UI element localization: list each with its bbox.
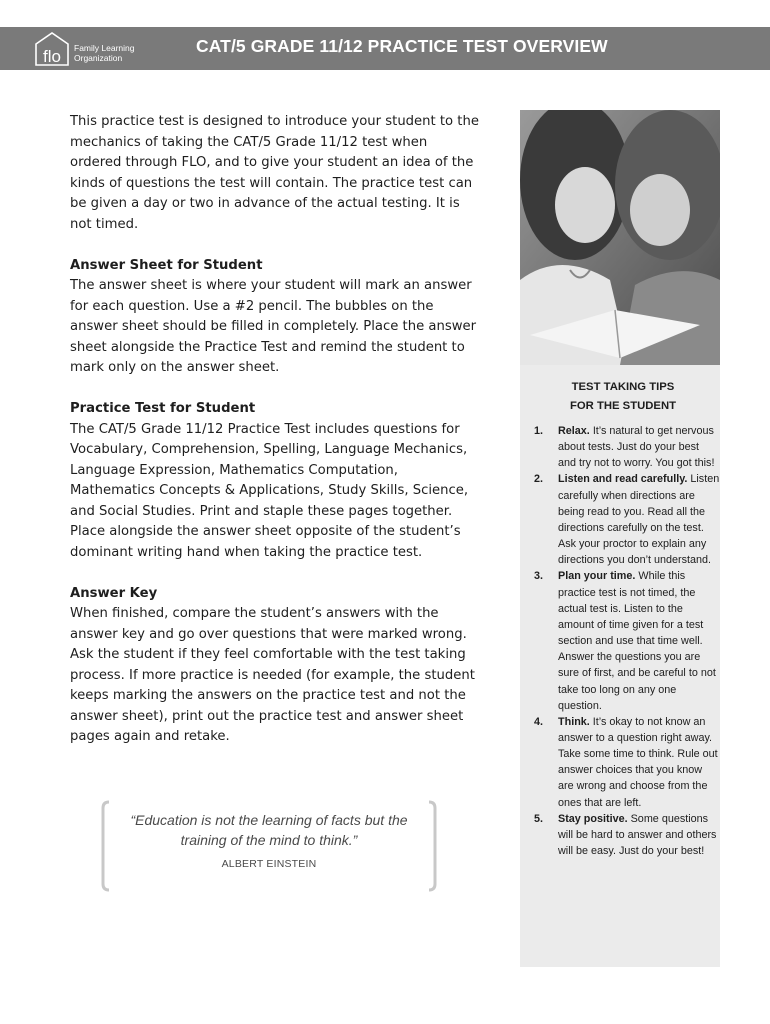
tip-number: 2. [534, 473, 544, 486]
tip-body: While this practice test is not timed, the actual test is. Listen to the amount of time given for a test section and use that time well. Answer the questions you are sure of first, and be careful to not take too long on any one question. [558, 570, 716, 712]
tip-number: 5. [534, 812, 544, 825]
section-answer-key [70, 584, 480, 748]
tip-number: 4. [534, 715, 544, 728]
tip-body: Listen carefully when directions are being read to you. Read all the directions carefully on the test. Ask your proctor to explain any directions you don’t understand. [558, 473, 720, 567]
section-heading: Practice Test for Student [70, 401, 256, 416]
tip-heading: Relax. [558, 425, 590, 437]
logo-house-icon [34, 30, 70, 67]
section-body: The answer sheet is where your student will mark an answer for each question. Use a #2 pencil. The bubbles on the answer sheet should be filled in completely. Place the answer sheet alongside the Practice Test and remind the student to mark only on the answer sheet. [70, 278, 477, 375]
logo-line-2: Organization [74, 52, 123, 63]
einstein-quote [100, 800, 438, 892]
page-title: CAT/5 GRADE 11/12 PRACTICE TEST OVERVIEW [196, 36, 608, 56]
test-taking-tips-panel [520, 365, 720, 967]
quote-text: “Education is not the learning of facts but the training of the mind to think.” [130, 812, 408, 848]
section-body: When finished, compare the student’s answers with the answer key and go over questions that were marked wrong. Ask the student if they feel comfortable with the test taking process. If more practice is needed (for example, the student keeps marking the answers on the practice test and not the answer sheet), print out the practice test and answer sheet pages again and retake. [70, 606, 475, 744]
tip-heading: Listen and read carefully. [558, 473, 688, 486]
tip-item [534, 714, 720, 811]
tips-title-line-2: FOR THE STUDENT [569, 400, 677, 412]
tip-number: 1. [534, 425, 544, 437]
quote-author: ALBERT EINSTEIN [221, 858, 317, 870]
tip-body: It’s okay to not know an answer to a question right away. Take some time to think. Rule out answer choices that you know are wrong and choose from the ones that are left. [558, 715, 718, 809]
logo-line-1: Family Learning [74, 43, 135, 53]
students-reading-photo [520, 110, 720, 365]
tip-number: 3. [534, 570, 544, 583]
tip-body: It’s natural to get nervous about tests. Just do your best and try not to worry. You got this! [558, 425, 715, 470]
tip-heading: Stay positive. [558, 812, 628, 825]
flo-logo [34, 30, 154, 67]
tip-heading: Think. [558, 715, 590, 728]
photo-illustration [520, 110, 720, 365]
main-content [70, 112, 480, 768]
section-heading: Answer Sheet for Student [70, 257, 263, 273]
section-practice-test [70, 399, 480, 563]
section-heading: Answer Key [70, 585, 158, 601]
section-answer-sheet [70, 256, 480, 379]
left-bracket-icon [100, 800, 110, 892]
tips-title-line-1: TEST TAKING TIPS [571, 381, 675, 393]
right-bracket-icon [428, 800, 438, 892]
tips-list [534, 423, 720, 859]
tip-heading: Plan your time. [558, 570, 636, 583]
tip-item [534, 568, 720, 713]
logo-mark-text: flo [43, 47, 61, 66]
tip-item [534, 811, 720, 859]
tip-body: Some questions will be hard to answer and others will be easy. Just do your best! [558, 812, 717, 858]
header-band [0, 27, 770, 70]
section-body: The CAT/5 Grade 11/12 Practice Test includes questions for Vocabulary, Comprehension, Spelling, Language Mechanics, Language Expression, Mathematics Computation, Mathematics Concepts & Applications, Study Skills, Science, and Social Studies. Print and staple these pages together. Place alongside the answer sheet opposite of the student’s dominant writing hand when taking the practice test. [70, 421, 469, 560]
tip-item [534, 471, 720, 568]
logo-wordmark [74, 44, 164, 63]
intro-paragraph: This practice test is designed to introduce your student to the mechanics of taking the CAT/5 Grade 11/12 test when ordered through FLO, and to give your student an idea of the kinds of questions the test will contain. The practice test can be given a day or two in advance of the actual testing. It is not timed. [70, 114, 479, 232]
tip-item [534, 423, 720, 471]
tips-title [520, 378, 726, 416]
